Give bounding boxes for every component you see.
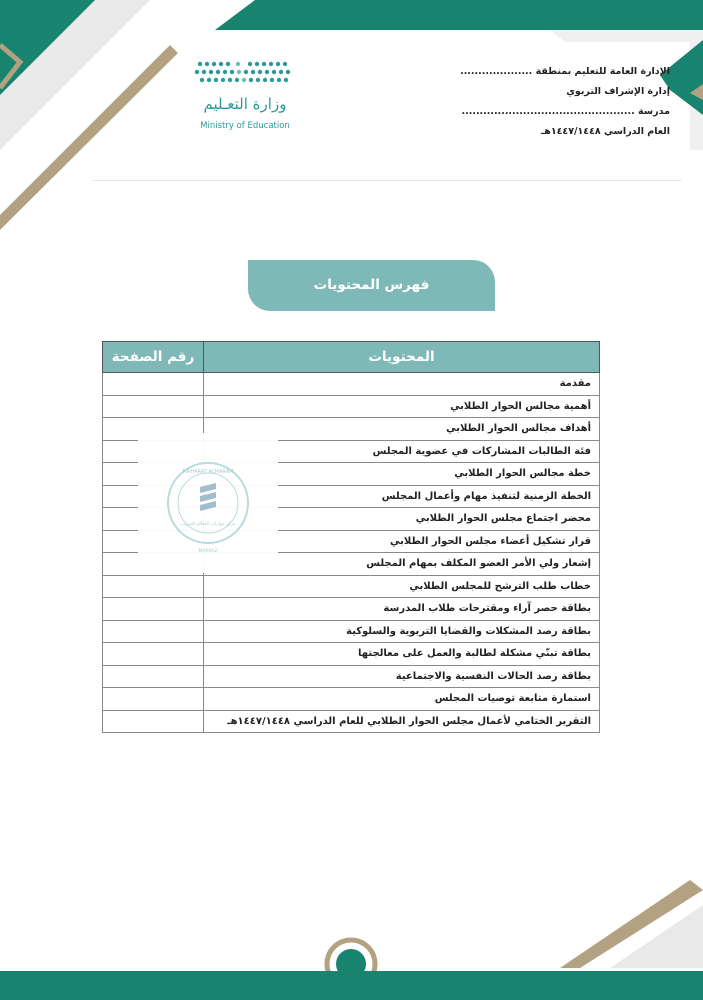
toc-page-cell	[103, 665, 204, 688]
toc-item: التقرير الختامي لأعمال مجلس الحوار الطلابي للعام الدراسي ١٤٤٧/١٤٤٨هـ	[204, 710, 600, 733]
bottom-teal-bar	[0, 971, 703, 1000]
toc-header-content: المحتويات	[204, 342, 600, 373]
toc-header-page: رقم الصفحة	[103, 342, 204, 373]
toc-item: فئة الطالبات المشاركات في عضوية المجلس	[204, 440, 600, 463]
toc-page-cell	[103, 643, 204, 666]
toc-item: بطاقة رصد الحالات النفسية والاجتماعية	[204, 665, 600, 688]
toc-page-cell	[103, 395, 204, 418]
toc-item: خطة مجالس الحوار الطلابي	[204, 463, 600, 486]
watermark-seal	[138, 433, 278, 573]
toc-page-cell	[103, 575, 204, 598]
table-row	[103, 373, 600, 396]
toc-page-cell	[103, 598, 204, 621]
toc-header-row	[103, 342, 600, 373]
watermark-stamp	[138, 433, 278, 573]
header-separator	[92, 180, 682, 181]
toc-item: أهمية مجالس الحوار الطلابي	[204, 395, 600, 418]
table-row	[103, 598, 600, 621]
header-line-directorate: الإدارة العامة للتعليم بمنطقة ....................	[460, 66, 670, 77]
toc-item: إشعار ولي الأمر العضو المكلف بمهام المجلس	[204, 553, 600, 576]
toc-item: الخطة الزمنية لتنفيذ مهام وأعمال المجلس	[204, 485, 600, 508]
top-teal-band	[215, 0, 703, 30]
watermark-text-bottom: MARKAZ	[198, 549, 218, 554]
toc-item: بطاقة رصد المشكلات والقضايا التربوية والسلوكية	[204, 620, 600, 643]
header-line-year: العام الدراسي ١٤٤٧/١٤٤٨هـ	[540, 126, 670, 137]
watermark-text-top: MAHARAT ALMARAM	[182, 469, 234, 475]
toc-item: بطاقة تبنّي مشكلة لطالبة والعمل على معالجتها	[204, 643, 600, 666]
toc-item: استمارة متابعة توصيات المجلس	[204, 688, 600, 711]
table-row	[103, 395, 600, 418]
toc-page-cell	[103, 620, 204, 643]
table-row	[103, 665, 600, 688]
header-line-supervision: إدارة الإشراف التربوي	[566, 86, 670, 97]
toc-item: محضر اجتماع مجلس الحوار الطلابي	[204, 508, 600, 531]
header-info	[420, 62, 670, 142]
toc-page-cell	[103, 688, 204, 711]
toc-page-cell	[103, 373, 204, 396]
table-row	[103, 643, 600, 666]
table-row	[103, 620, 600, 643]
toc-item: بطاقة حصر آراء ومقترحات طلاب المدرسة	[204, 598, 600, 621]
page-title: فهرس المحتويات	[248, 260, 495, 311]
watermark-text-mid: مركز مهارات المعالم للتدريب	[180, 522, 236, 527]
toc-item: قرار تشكيل أعضاء مجلس الحوار الطلابي	[204, 530, 600, 553]
table-row	[103, 710, 600, 733]
toc-item: أهداف مجالس الحوار الطلابي	[204, 418, 600, 441]
toc-item: مقدمة	[204, 373, 600, 396]
table-row	[103, 688, 600, 711]
logo-arabic-text: وزارة التعـليم	[203, 95, 287, 113]
logo-english-text: Ministry of Education	[200, 121, 290, 131]
toc-page-cell	[103, 710, 204, 733]
table-row	[103, 575, 600, 598]
header-line-school: مدرسة ................................................	[461, 106, 670, 117]
toc-item: خطاب طلب الترشح للمجلس الطلابي	[204, 575, 600, 598]
